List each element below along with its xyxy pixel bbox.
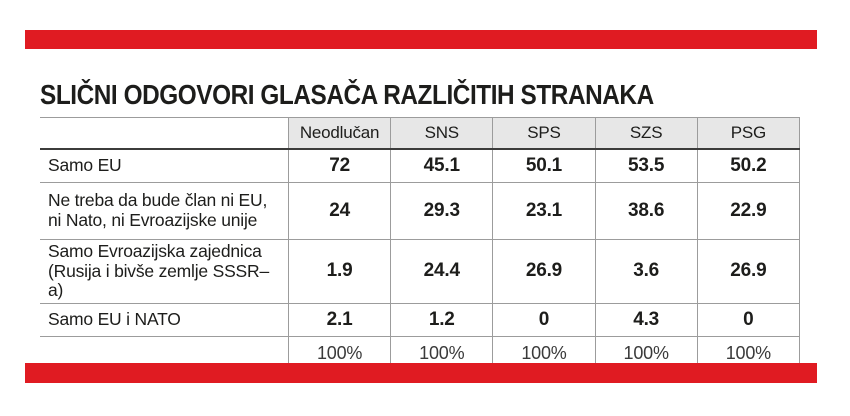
header-szs: SZS [595,118,697,150]
row-label: Samo EU i NATO [40,303,288,336]
cell-value: 4.3 [595,303,697,336]
row-label: Ne treba da bude član ni EU, ni Nato, ni Evroazijske unije [40,183,288,240]
total-value: 100% [697,336,799,371]
cell-value: 29.3 [391,183,493,240]
cell-value: 1.2 [391,303,493,336]
total-value: 100% [391,336,493,371]
cell-value: 50.2 [697,149,799,183]
cell-value: 22.9 [697,183,799,240]
cell-value: 24.4 [391,240,493,304]
total-value: 100% [595,336,697,371]
header-psg: PSG [697,118,799,150]
cell-value: 24 [288,183,390,240]
cell-value: 45.1 [391,149,493,183]
header-neodlucan: Neodlučan [288,118,390,150]
table-header-row [40,118,800,150]
cell-value: 26.9 [493,240,595,304]
top-accent-bar [25,30,817,49]
total-value: 100% [493,336,595,371]
cell-value: 53.5 [595,149,697,183]
header-sps: SPS [493,118,595,150]
results-table [40,117,800,371]
cell-value: 26.9 [697,240,799,304]
header-empty-cell [40,118,288,150]
cell-value: 23.1 [493,183,595,240]
header-sns: SNS [391,118,493,150]
row-label: Samo Evroazijska zajednica (Rusija i bivše zemlje SSSR–a) [40,240,288,304]
table-row [40,149,800,183]
total-value: 100% [288,336,390,371]
cell-value: 1.9 [288,240,390,304]
table-row [40,240,800,304]
cell-value: 72 [288,149,390,183]
cell-value: 2.1 [288,303,390,336]
row-label: Samo EU [40,149,288,183]
cell-value: 0 [697,303,799,336]
table-row [40,183,800,240]
cell-value: 0 [493,303,595,336]
page-title: SLIČNI ODGOVORI GLASAČA RAZLIČITIH STRANAKA [40,78,654,110]
cell-value: 38.6 [595,183,697,240]
cell-value: 50.1 [493,149,595,183]
cell-value: 3.6 [595,240,697,304]
table-row [40,303,800,336]
bottom-accent-bar [25,363,817,383]
